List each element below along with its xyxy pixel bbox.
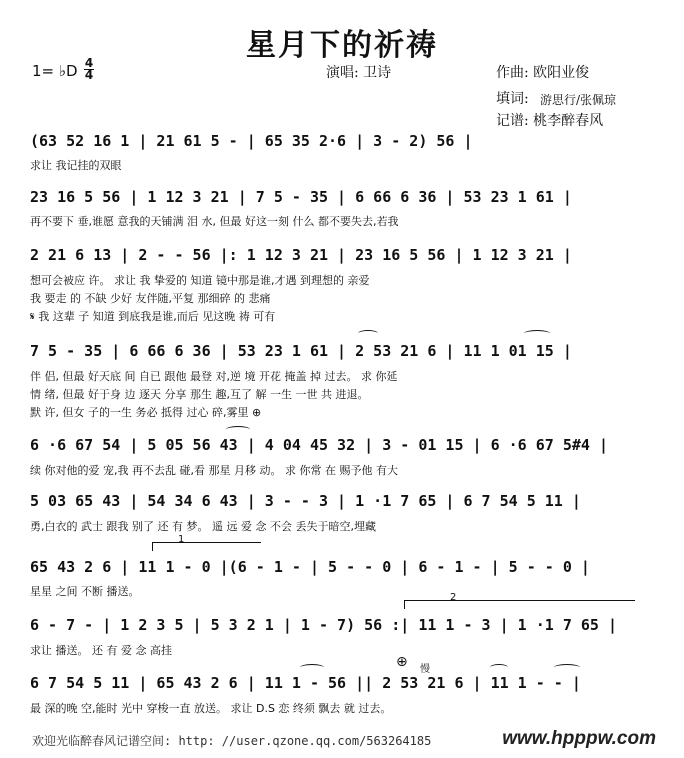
score-row-5-lyrics: 续 你对他的爱 宠,我 再不去乱 碰,看 那星 月移 动。 求 你常 在 赐予他 有大 xyxy=(30,464,398,477)
score-row-6-lyrics: 勇,白衣的 武士 跟我 别了 还 有 梦。 遥 远 爱 念 不会 丢失于暗空,埋藏 xyxy=(30,520,376,533)
score-row-1-notes: (63 52 16 1 | 21 61 5 - | 65 35 2·6 | 3 - 2) 56 | xyxy=(30,132,473,150)
score-row-1-lyrics: 求让 我记挂的双眼 xyxy=(30,159,122,172)
volta-bracket-2 xyxy=(404,600,635,609)
score-row-4-lyrics-verse-1: 伴 侣, 但最 好天底 间 自已 跟他 最登 对,逆 境 开花 掩盖 掉 过去。 求 你延 xyxy=(30,370,398,383)
volta-label-1: 1 xyxy=(178,534,185,545)
slur-arc xyxy=(358,330,378,337)
score-row-3-lyrics-verse-2: 我 要走 的 不缺 少好 友伴随,平复 那细碎 的 悲痛 xyxy=(30,292,271,305)
lyricist-label: 填词: xyxy=(496,91,529,107)
score-row-7-lyrics: 星星 之间 不断 播送。 xyxy=(30,585,140,598)
key-signature: 1= ♭D xyxy=(32,62,78,80)
meter-bottom: 4 xyxy=(84,68,94,82)
score-row-3-lyrics-verse-1: 想可会被应 许。 求让 我 挚爱的 知道 镜中那是谁,才遇 到理想的 亲爱 xyxy=(30,274,370,287)
score-row-5-notes: 6 ·6 67 54 | 5 05 56 43 | 4 04 45 32 | 3 - 01 15 | 6 ·6 67 5#4 | xyxy=(30,436,608,454)
score-row-4-lyrics-verse-2: 情 绪, 但最 好于身 边 逐天 分享 那生 趣,互了 解 一生 一世 共 进退。 xyxy=(30,388,369,401)
score-row-3-lyrics-verse-3: 𝄋 我 这辈 子 知道 到底我是谁,而后 见这晚 祷 可有 xyxy=(30,310,276,323)
song-title: 星月下的祈祷 xyxy=(246,28,438,63)
transcriber-credit: 记谱: 桃李醉春风 xyxy=(496,113,604,129)
score-row-9-lyrics: 最 深的晚 空,能时 光中 穿梭一直 放送。 求让 D.S 恋 终须 飘去 就 过去。 xyxy=(30,702,392,715)
composer-credit: 作曲: 欧阳业俊 xyxy=(496,65,590,81)
score-row-7-notes: 65 43 2 6 | 11 1 - 0 |(6 - 1 - | 5 - - 0 | 6 - 1 - | 5 - - 0 | xyxy=(30,558,590,576)
score-row-2-notes: 23 16 5 56 | 1 12 3 21 | 7 5 - 35 | 6 66 6 36 | 53 23 1 61 | xyxy=(30,188,572,206)
tempo-mark: 慢 xyxy=(420,664,430,675)
slur-arc xyxy=(524,330,550,337)
singer-credit: 演唱: 卫诗 xyxy=(326,65,392,81)
slur-arc xyxy=(554,664,580,671)
volta-bracket-1 xyxy=(152,542,261,551)
score-row-9-notes: 6 7 54 5 11 | 65 43 2 6 | 11 1 - 56 || 2 53 21 6 | 11 1 - - | xyxy=(30,674,581,692)
score-row-2-lyrics: 再不要下 垂,谁愿 意我的天铺满 泪 水, 但最 好这一刻 什么 都不要失去,若我 xyxy=(30,215,399,228)
watermark: www.hpppw.com xyxy=(502,728,656,749)
score-row-6-notes: 5 03 65 43 | 54 34 6 43 | 3 - - 3 | 1 ·1 7 65 | 6 7 54 5 11 | xyxy=(30,492,581,510)
score-row-4-notes: 7 5 - 35 | 6 66 6 36 | 53 23 1 61 | 2 53 21 6 | 11 1 01 15 | xyxy=(30,342,572,360)
score-row-4-lyrics-verse-3: 默 许, 但女 子的一生 务必 抵得 过心 碎,雾里 ⊕ xyxy=(30,406,262,419)
volta-label-2: 2 xyxy=(450,592,457,603)
score-row-3-notes: 2 21 6 13 | 2 - - 56 |: 1 12 3 21 | 23 16 5 56 | 1 12 3 21 | xyxy=(30,246,572,264)
slur-arc xyxy=(300,664,324,671)
footer-text: 欢迎光临醉春风记谱空间: http: //user.qzone.qq.com/563264185 xyxy=(32,734,432,748)
lyricist-names: 游思行/张佩琼 xyxy=(540,93,617,107)
slur-arc xyxy=(490,664,508,671)
time-signature xyxy=(84,58,94,81)
coda-icon: ⊕ xyxy=(396,654,408,670)
score-row-8-notes: 6 - 7 - | 1 2 3 5 | 5 3 2 1 | 1 - 7) 56 :| 11 1 - 3 | 1 ·1 7 65 | xyxy=(30,616,617,634)
meter-top: 4 xyxy=(84,56,94,70)
slur-arc xyxy=(226,426,250,433)
score-row-8-lyrics: 求让 播送。 还 有 爱 念 高挂 xyxy=(30,644,172,657)
